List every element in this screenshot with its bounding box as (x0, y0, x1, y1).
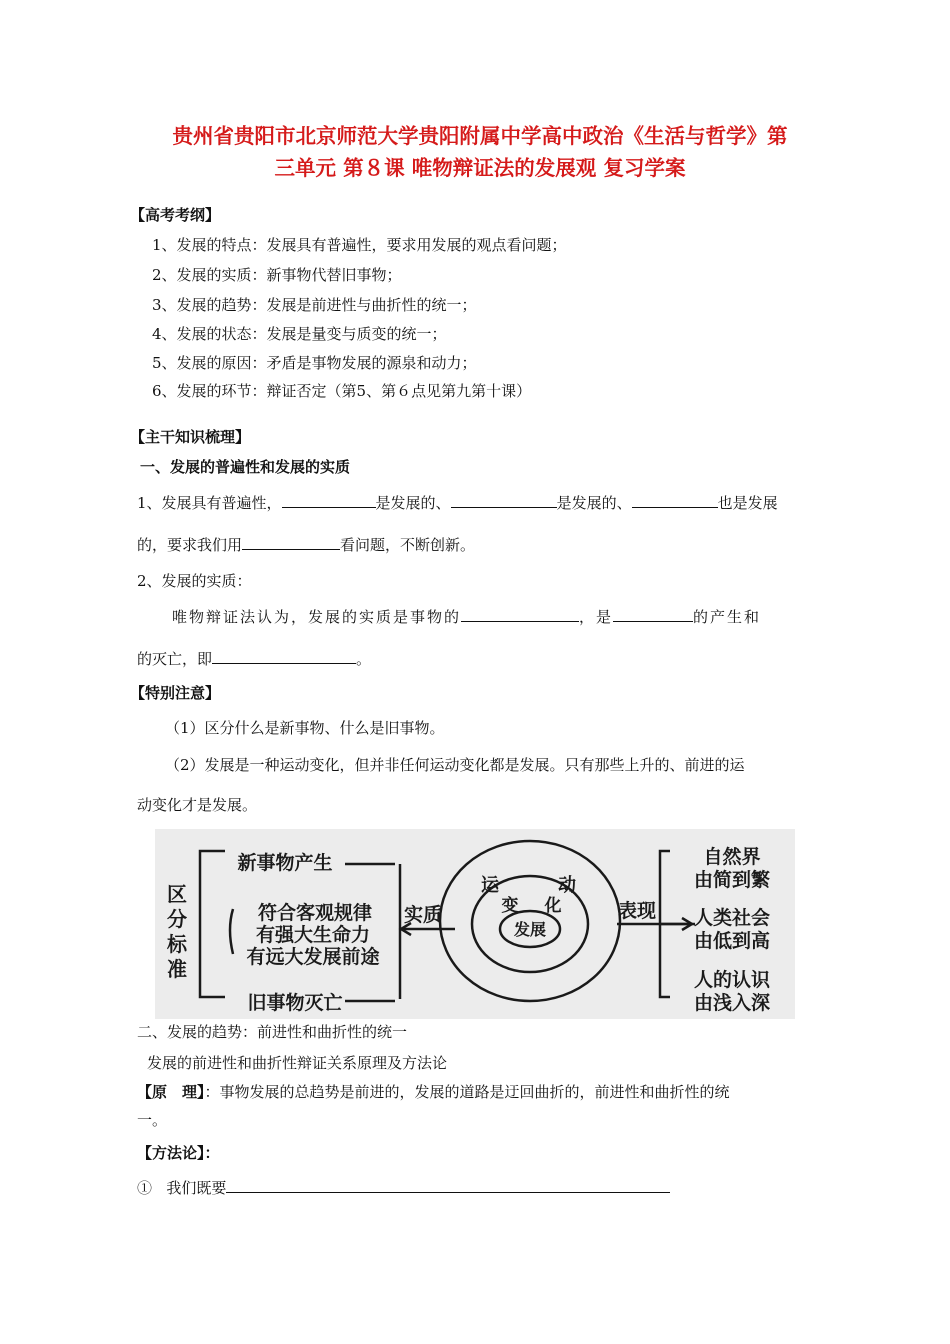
method-colon: ： (204, 1144, 220, 1162)
left-label-4: 准 (167, 957, 187, 981)
answer-blank[interactable] (242, 534, 340, 550)
main-heading: 【主干知识梳理】 (130, 428, 251, 446)
question-1-line-2 (137, 534, 475, 555)
answer-blank[interactable] (212, 648, 356, 664)
answer-blank[interactable] (632, 492, 718, 508)
outline-item-2: 2、发展的实质：新事物代替旧事物； (152, 266, 402, 284)
right-nature-2: 由简到繁 (693, 869, 771, 891)
change-char-1: 变 (501, 896, 519, 916)
outline-item-1: 1、发展的特点：发展具有普遍性，要求用发展的观点看问题； (152, 236, 567, 254)
method-item-text: 我们既要 (166, 1179, 227, 1197)
center-label: 发展 (513, 920, 547, 939)
note-point-2-line-2: 动变化才是发展。 (137, 796, 258, 814)
right-society-2: 由低到高 (693, 930, 771, 952)
principle-label: 【原 理】 (137, 1083, 205, 1101)
left-label-2: 分 (167, 907, 187, 931)
note-point-2-line-1: （2）发展是一种运动变化，但并非任何运动变化都是发展。只有那些上升的、前进的运 (165, 756, 745, 774)
q1-line2-prefix: 的，要求我们用 (137, 536, 243, 554)
document-title (130, 120, 830, 184)
title-line-1: 贵州省贵阳市北京师范大学贵阳附属中学高中政治《生活与哲学》第 (172, 124, 788, 148)
method-label: 【方法论】 (137, 1144, 205, 1162)
question-1-line-1 (137, 492, 778, 513)
q2-line2-suffix: 。 (356, 650, 372, 668)
motion-char-1: 运 (481, 875, 499, 896)
title-line-2: 三单元 第８课 唯物辩证法的发展观 复习学案 (274, 156, 686, 180)
answer-blank[interactable] (613, 606, 693, 622)
note-point-1: （1）区分什么是新事物、什么是旧事物。 (165, 719, 445, 737)
answer-blank[interactable] (461, 606, 579, 622)
question-2-line-2 (137, 648, 371, 669)
principle-text: ：事物发展的总趋势是前进的，发展的道路是迂回曲折的，前进性和曲折性的统 (204, 1083, 730, 1101)
manifest-label: 表现 (617, 900, 657, 922)
right-society-1: 人类社会 (693, 907, 771, 929)
section2-subtitle: 发展的前进性和曲折性辩证关系原理及方法论 (147, 1054, 448, 1072)
left-label-3: 标 (167, 932, 187, 956)
outline-item-5: 5、发展的原因：矛盾是事物发展的源泉和动力； (152, 354, 477, 372)
principle-line-1 (137, 1082, 730, 1102)
note-heading: 【特别注意】 (130, 684, 221, 702)
answer-blank[interactable] (226, 1177, 670, 1193)
section2-title: 二、发展的趋势：前进性和曲折性的统一 (137, 1023, 408, 1041)
answer-blank[interactable] (451, 492, 557, 508)
method-item-number: ① (137, 1179, 153, 1197)
principle-line-2: 一。 (137, 1111, 168, 1129)
criteria-1: 符合客观规律 (257, 902, 373, 924)
q1-prefix: 1、发展具有普遍性， (137, 494, 282, 512)
change-char-2: 化 (544, 896, 562, 916)
section1-title: 一、发展的普遍性和发展的实质 (140, 458, 351, 476)
right-nature-1: 自然界 (703, 846, 761, 868)
q2-text1: 唯物辩证法认为，发展的实质是事物的 (172, 608, 462, 626)
outline-item-3: 3、发展的趋势：发展是前进性与曲折性的统一； (152, 296, 477, 314)
criteria-2: 有强大生命力 (255, 924, 371, 946)
answer-blank[interactable] (282, 492, 376, 508)
right-cognition-1: 人的认识 (693, 969, 771, 991)
method-item-1 (137, 1177, 670, 1198)
left-label-1: 区 (167, 882, 187, 906)
question-2-label: 2、发展的实质： (137, 572, 252, 590)
q2-text3: 的产生和 (693, 608, 762, 626)
old-thing-label: 旧事物灭亡 (247, 992, 343, 1014)
criteria-3: 有远大发展前途 (246, 946, 380, 968)
q1-suffix: 也是发展 (717, 494, 778, 512)
q1-mid2: 是发展的、 (556, 494, 632, 512)
q2-line2-prefix: 的灭亡，即 (137, 650, 213, 668)
outline-heading: 【高考考纲】 (130, 206, 221, 224)
essence-label: 实质 (403, 904, 443, 926)
q1-mid1: 是发展的、 (375, 494, 451, 512)
question-2-line-1 (172, 606, 761, 627)
new-thing-label: 新事物产生 (237, 852, 333, 874)
method-heading (137, 1143, 220, 1163)
q1-line2-suffix: 看问题，不断创新。 (340, 536, 476, 554)
development-diagram (155, 829, 795, 1019)
outline-item-4: 4、发展的状态：发展是量变与质变的统一； (152, 325, 447, 343)
motion-char-2: 动 (558, 875, 576, 896)
outline-item-6: 6、发展的环节：辩证否定（第5、第６点见第九第十课） (152, 382, 532, 400)
q2-text2: ，是 (579, 608, 614, 626)
right-cognition-2: 由浅入深 (693, 992, 771, 1014)
